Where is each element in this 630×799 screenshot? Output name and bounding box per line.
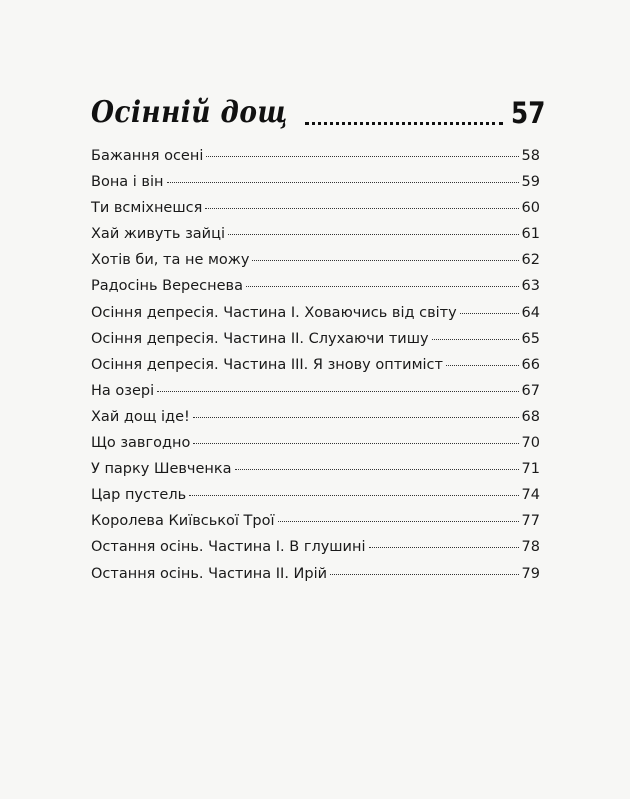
entry-leader-dots	[446, 365, 519, 366]
entry-leader-dots	[460, 313, 519, 314]
toc-entry	[91, 487, 540, 513]
entry-page-number: 71	[521, 461, 540, 478]
entry-leader-dots	[278, 521, 519, 522]
entry-page-number: 62	[521, 252, 540, 269]
toc-entry	[91, 409, 540, 435]
section-page-number: 57	[510, 96, 545, 130]
toc-entry	[91, 357, 540, 383]
entry-page-number: 58	[521, 148, 540, 164]
entry-title: Що завгодно	[91, 435, 191, 452]
toc-entry	[91, 200, 540, 226]
toc-entry	[91, 539, 540, 565]
entry-page-number: 65	[521, 330, 540, 347]
entry-leader-dots	[189, 495, 518, 496]
entry-leader-dots	[330, 574, 519, 575]
entry-page-number: 78	[521, 539, 540, 556]
entry-title: Радосінь Вереснева	[91, 278, 243, 295]
entry-title: Королева Київської Трої	[91, 513, 275, 530]
toc-entry	[91, 331, 540, 357]
entry-title: Остання осінь. Частина II. Ирій	[91, 565, 328, 582]
entry-title: Хотів би, та не можу	[91, 252, 250, 269]
entry-title: Осіння депресія. Частина I. Ховаючись від світу	[91, 304, 457, 321]
entry-leader-dots	[369, 547, 519, 548]
toc-entry	[91, 174, 540, 200]
toc-entry	[91, 435, 540, 461]
entry-leader-dots	[252, 260, 518, 261]
entry-page-number: 74	[521, 487, 540, 504]
entry-leader-dots	[193, 417, 519, 418]
toc-entry	[91, 226, 540, 252]
entry-leader-dots	[228, 234, 519, 235]
entry-leader-dots	[167, 182, 519, 183]
entry-page-number: 59	[521, 174, 540, 191]
entry-page-number: 61	[521, 226, 540, 243]
entry-title: Остання осінь. Частина I. В глушині	[91, 539, 366, 556]
entry-leader-dots	[246, 286, 519, 287]
entry-page-number: 60	[521, 200, 540, 217]
entry-title: Бажання осені	[91, 148, 204, 164]
entry-page-number: 67	[521, 382, 540, 399]
entry-title: У парку Шевченка	[91, 461, 232, 478]
section-leader-dots	[305, 122, 503, 125]
entry-leader-dots	[206, 156, 518, 157]
entry-title: Осіння депресія. Частина III. Я знову оптиміст	[91, 356, 443, 373]
entry-leader-dots	[432, 339, 519, 340]
entry-page-number: 79	[521, 565, 540, 582]
entry-title: Хай дощ іде!	[91, 408, 190, 425]
toc-entry	[91, 252, 540, 278]
toc-entry	[91, 383, 540, 409]
entry-title: Вона і він	[91, 174, 164, 191]
table-of-contents	[91, 148, 540, 592]
entry-title: На озері	[91, 382, 155, 399]
entry-page-number: 70	[521, 435, 540, 452]
entry-leader-dots	[193, 443, 518, 444]
toc-entry	[91, 148, 540, 174]
entry-title: Цар пустель	[91, 487, 187, 504]
entry-page-number: 64	[521, 304, 540, 321]
entry-leader-dots	[157, 391, 518, 392]
entry-page-number: 63	[521, 278, 540, 295]
entry-page-number: 66	[521, 356, 540, 373]
entry-page-number: 77	[521, 513, 540, 530]
entry-page-number: 68	[521, 408, 540, 425]
entry-leader-dots	[235, 469, 519, 470]
entry-title: Осіння депресія. Частина II. Слухаючи тишу	[91, 330, 429, 347]
entry-title: Хай живуть зайці	[91, 226, 225, 243]
toc-entry	[91, 566, 540, 592]
entry-title: Ти всміхнешся	[91, 200, 203, 217]
entry-leader-dots	[205, 208, 518, 209]
toc-entry	[91, 278, 540, 304]
section-heading	[91, 86, 545, 128]
toc-entry	[91, 461, 540, 487]
toc-entry	[91, 305, 540, 331]
section-title: Осінній дощ	[91, 95, 288, 130]
toc-entry	[91, 513, 540, 539]
